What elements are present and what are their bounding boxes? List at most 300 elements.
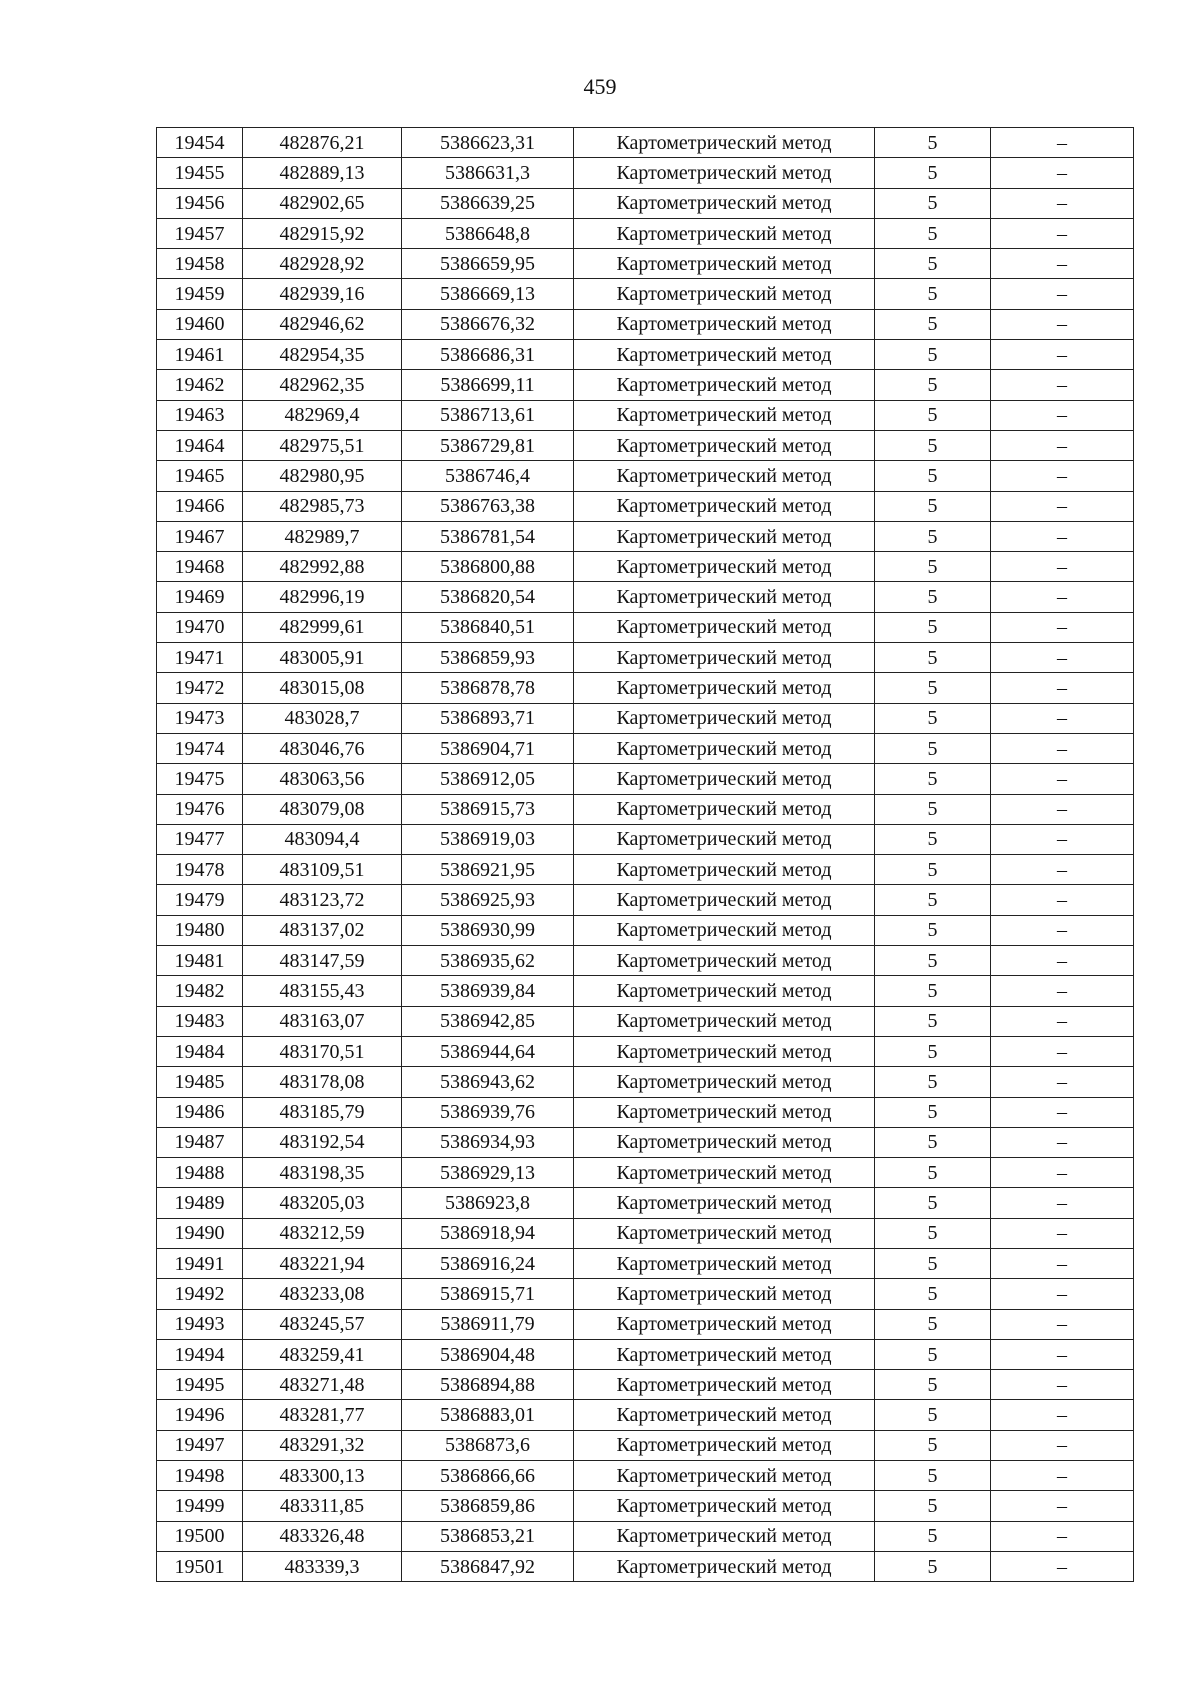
point-number-cell: 19492 [157,1279,243,1309]
x-coordinate-cell: 483291,32 [243,1430,402,1460]
x-coordinate-cell: 483079,08 [243,794,402,824]
point-number-cell: 19474 [157,733,243,763]
x-coordinate-cell: 483326,48 [243,1521,402,1551]
y-coordinate-cell: 5386686,31 [402,340,574,370]
x-coordinate-cell: 482876,21 [243,128,402,158]
y-coordinate-cell: 5386935,62 [402,946,574,976]
point-number-cell: 19480 [157,915,243,945]
description-cell: – [991,370,1134,400]
x-coordinate-cell: 482889,13 [243,158,402,188]
point-number-cell: 19454 [157,128,243,158]
method-cell: Картометрический метод [574,1218,875,1248]
y-coordinate-cell: 5386929,13 [402,1158,574,1188]
point-number-cell: 19468 [157,552,243,582]
description-cell: – [991,885,1134,915]
y-coordinate-cell: 5386669,13 [402,279,574,309]
page-number: 459 [583,74,617,99]
x-coordinate-cell: 482999,61 [243,612,402,642]
description-cell: – [991,1370,1134,1400]
description-cell: – [991,1218,1134,1248]
x-coordinate-cell: 483185,79 [243,1097,402,1127]
y-coordinate-cell: 5386942,85 [402,1006,574,1036]
method-cell: Картометрический метод [574,733,875,763]
point-number-cell: 19471 [157,643,243,673]
y-coordinate-cell: 5386921,95 [402,855,574,885]
x-coordinate-cell: 482915,92 [243,218,402,248]
y-coordinate-cell: 5386820,54 [402,582,574,612]
y-coordinate-cell: 5386840,51 [402,612,574,642]
precision-cell: 5 [875,1067,991,1097]
precision-cell: 5 [875,1370,991,1400]
method-cell: Картометрический метод [574,1400,875,1430]
x-coordinate-cell: 483300,13 [243,1461,402,1491]
x-coordinate-cell: 483178,08 [243,1067,402,1097]
description-cell: – [991,340,1134,370]
y-coordinate-cell: 5386729,81 [402,430,574,460]
method-cell: Картометрический метод [574,673,875,703]
table-row [157,673,1134,703]
x-coordinate-cell: 483198,35 [243,1158,402,1188]
coordinates-table [156,127,1134,1582]
description-cell: – [991,1188,1134,1218]
method-cell: Картометрический метод [574,1551,875,1581]
x-coordinate-cell: 483212,59 [243,1218,402,1248]
method-cell: Картометрический метод [574,1370,875,1400]
method-cell: Картометрический метод [574,430,875,460]
precision-cell: 5 [875,249,991,279]
point-number-cell: 19470 [157,612,243,642]
description-cell: – [991,1158,1134,1188]
table-row [157,1006,1134,1036]
table-row [157,461,1134,491]
table-row [157,370,1134,400]
x-coordinate-cell: 483094,4 [243,824,402,854]
point-number-cell: 19489 [157,1188,243,1218]
table-row [157,1036,1134,1066]
point-number-cell: 19486 [157,1097,243,1127]
table-row [157,491,1134,521]
table-row [157,1521,1134,1551]
table-row [157,1279,1134,1309]
x-coordinate-cell: 483109,51 [243,855,402,885]
method-cell: Картометрический метод [574,1188,875,1218]
method-cell: Картометрический метод [574,128,875,158]
method-cell: Картометрический метод [574,491,875,521]
point-number-cell: 19469 [157,582,243,612]
table-row [157,764,1134,794]
point-number-cell: 19475 [157,764,243,794]
x-coordinate-cell: 483005,91 [243,643,402,673]
precision-cell: 5 [875,400,991,430]
x-coordinate-cell: 482985,73 [243,491,402,521]
description-cell: – [991,915,1134,945]
point-number-cell: 19458 [157,249,243,279]
description-cell: – [991,400,1134,430]
x-coordinate-cell: 483155,43 [243,976,402,1006]
description-cell: – [991,188,1134,218]
y-coordinate-cell: 5386847,92 [402,1551,574,1581]
precision-cell: 5 [875,279,991,309]
method-cell: Картометрический метод [574,1127,875,1157]
x-coordinate-cell: 483192,54 [243,1127,402,1157]
description-cell: – [991,1279,1134,1309]
method-cell: Картометрический метод [574,309,875,339]
x-coordinate-cell: 483245,57 [243,1309,402,1339]
precision-cell: 5 [875,1491,991,1521]
x-coordinate-cell: 483046,76 [243,733,402,763]
precision-cell: 5 [875,128,991,158]
precision-cell: 5 [875,1158,991,1188]
x-coordinate-cell: 483339,3 [243,1551,402,1581]
method-cell: Картометрический метод [574,521,875,551]
description-cell: – [991,552,1134,582]
x-coordinate-cell: 483123,72 [243,885,402,915]
x-coordinate-cell: 483259,41 [243,1339,402,1369]
precision-cell: 5 [875,370,991,400]
precision-cell: 5 [875,188,991,218]
method-cell: Картометрический метод [574,1430,875,1460]
method-cell: Картометрический метод [574,1006,875,1036]
point-number-cell: 19459 [157,279,243,309]
y-coordinate-cell: 5386925,93 [402,885,574,915]
description-cell: – [991,673,1134,703]
table-row [157,1309,1134,1339]
method-cell: Картометрический метод [574,1491,875,1521]
y-coordinate-cell: 5386893,71 [402,703,574,733]
y-coordinate-cell: 5386939,84 [402,976,574,1006]
x-coordinate-cell: 483015,08 [243,673,402,703]
x-coordinate-cell: 483063,56 [243,764,402,794]
table-row [157,158,1134,188]
y-coordinate-cell: 5386883,01 [402,1400,574,1430]
point-number-cell: 19491 [157,1248,243,1278]
point-number-cell: 19455 [157,158,243,188]
method-cell: Картометрический метод [574,1036,875,1066]
description-cell: – [991,1036,1134,1066]
x-coordinate-cell: 483221,94 [243,1248,402,1278]
y-coordinate-cell: 5386713,61 [402,400,574,430]
point-number-cell: 19460 [157,309,243,339]
point-number-cell: 19476 [157,794,243,824]
description-cell: – [991,582,1134,612]
precision-cell: 5 [875,1309,991,1339]
table-row [157,1188,1134,1218]
table-row [157,976,1134,1006]
point-number-cell: 19494 [157,1339,243,1369]
y-coordinate-cell: 5386915,71 [402,1279,574,1309]
y-coordinate-cell: 5386923,8 [402,1188,574,1218]
method-cell: Картометрический метод [574,855,875,885]
table-row [157,1551,1134,1581]
table-row [157,1097,1134,1127]
table-row [157,309,1134,339]
precision-cell: 5 [875,1521,991,1551]
y-coordinate-cell: 5386930,99 [402,915,574,945]
x-coordinate-cell: 483233,08 [243,1279,402,1309]
precision-cell: 5 [875,340,991,370]
precision-cell: 5 [875,430,991,460]
y-coordinate-cell: 5386904,71 [402,733,574,763]
table-row [157,128,1134,158]
point-number-cell: 19477 [157,824,243,854]
precision-cell: 5 [875,1036,991,1066]
description-cell: – [991,128,1134,158]
method-cell: Картометрический метод [574,582,875,612]
description-cell: – [991,703,1134,733]
precision-cell: 5 [875,1006,991,1036]
description-cell: – [991,1309,1134,1339]
y-coordinate-cell: 5386631,3 [402,158,574,188]
description-cell: – [991,279,1134,309]
x-coordinate-cell: 482996,19 [243,582,402,612]
table-row [157,249,1134,279]
table-row [157,885,1134,915]
x-coordinate-cell: 482939,16 [243,279,402,309]
table-row [157,946,1134,976]
x-coordinate-cell: 482992,88 [243,552,402,582]
description-cell: – [991,1127,1134,1157]
method-cell: Картометрический метод [574,1158,875,1188]
point-number-cell: 19485 [157,1067,243,1097]
method-cell: Картометрический метод [574,400,875,430]
x-coordinate-cell: 482969,4 [243,400,402,430]
y-coordinate-cell: 5386918,94 [402,1218,574,1248]
method-cell: Картометрический метод [574,946,875,976]
coordinates-table-body [157,128,1134,1582]
description-cell: – [991,1551,1134,1581]
point-number-cell: 19498 [157,1461,243,1491]
method-cell: Картометрический метод [574,824,875,854]
y-coordinate-cell: 5386648,8 [402,218,574,248]
point-number-cell: 19472 [157,673,243,703]
y-coordinate-cell: 5386859,93 [402,643,574,673]
table-row [157,824,1134,854]
method-cell: Картометрический метод [574,158,875,188]
table-row [157,430,1134,460]
point-number-cell: 19467 [157,521,243,551]
method-cell: Картометрический метод [574,1339,875,1369]
method-cell: Картометрический метод [574,188,875,218]
y-coordinate-cell: 5386911,79 [402,1309,574,1339]
precision-cell: 5 [875,612,991,642]
y-coordinate-cell: 5386676,32 [402,309,574,339]
point-number-cell: 19482 [157,976,243,1006]
x-coordinate-cell: 483311,85 [243,1491,402,1521]
table-row [157,855,1134,885]
table-row [157,552,1134,582]
method-cell: Картометрический метод [574,1309,875,1339]
y-coordinate-cell: 5386659,95 [402,249,574,279]
table-row [157,1127,1134,1157]
y-coordinate-cell: 5386866,66 [402,1461,574,1491]
method-cell: Картометрический метод [574,1461,875,1491]
description-cell: – [991,249,1134,279]
precision-cell: 5 [875,855,991,885]
x-coordinate-cell: 483281,77 [243,1400,402,1430]
description-cell: – [991,733,1134,763]
x-coordinate-cell: 482902,65 [243,188,402,218]
description-cell: – [991,1400,1134,1430]
table-row [157,188,1134,218]
x-coordinate-cell: 483163,07 [243,1006,402,1036]
point-number-cell: 19464 [157,430,243,460]
description-cell: – [991,1521,1134,1551]
precision-cell: 5 [875,703,991,733]
table-row [157,1430,1134,1460]
description-cell: – [991,976,1134,1006]
method-cell: Картометрический метод [574,1279,875,1309]
point-number-cell: 19500 [157,1521,243,1551]
point-number-cell: 19483 [157,1006,243,1036]
y-coordinate-cell: 5386800,88 [402,552,574,582]
method-cell: Картометрический метод [574,249,875,279]
precision-cell: 5 [875,1339,991,1369]
y-coordinate-cell: 5386934,93 [402,1127,574,1157]
table-row [157,794,1134,824]
description-cell: – [991,521,1134,551]
method-cell: Картометрический метод [574,764,875,794]
precision-cell: 5 [875,824,991,854]
y-coordinate-cell: 5386859,86 [402,1491,574,1521]
precision-cell: 5 [875,158,991,188]
point-number-cell: 19465 [157,461,243,491]
method-cell: Картометрический метод [574,612,875,642]
precision-cell: 5 [875,1127,991,1157]
table-row [157,1461,1134,1491]
point-number-cell: 19493 [157,1309,243,1339]
point-number-cell: 19461 [157,340,243,370]
precision-cell: 5 [875,309,991,339]
y-coordinate-cell: 5386873,6 [402,1430,574,1460]
x-coordinate-cell: 482980,95 [243,461,402,491]
y-coordinate-cell: 5386939,76 [402,1097,574,1127]
table-row [157,1248,1134,1278]
point-number-cell: 19487 [157,1127,243,1157]
point-number-cell: 19478 [157,855,243,885]
x-coordinate-cell: 482954,35 [243,340,402,370]
description-cell: – [991,1067,1134,1097]
method-cell: Картометрический метод [574,915,875,945]
method-cell: Картометрический метод [574,370,875,400]
precision-cell: 5 [875,582,991,612]
description-cell: – [991,491,1134,521]
x-coordinate-cell: 482975,51 [243,430,402,460]
description-cell: – [991,1491,1134,1521]
point-number-cell: 19495 [157,1370,243,1400]
method-cell: Картометрический метод [574,885,875,915]
y-coordinate-cell: 5386894,88 [402,1370,574,1400]
description-cell: – [991,461,1134,491]
point-number-cell: 19481 [157,946,243,976]
table-row [157,400,1134,430]
x-coordinate-cell: 483271,48 [243,1370,402,1400]
y-coordinate-cell: 5386904,48 [402,1339,574,1369]
description-cell: – [991,1461,1134,1491]
y-coordinate-cell: 5386878,78 [402,673,574,703]
description-cell: – [991,1006,1134,1036]
point-number-cell: 19490 [157,1218,243,1248]
precision-cell: 5 [875,218,991,248]
method-cell: Картометрический метод [574,461,875,491]
precision-cell: 5 [875,1188,991,1218]
y-coordinate-cell: 5386919,03 [402,824,574,854]
precision-cell: 5 [875,976,991,1006]
table-row [157,521,1134,551]
method-cell: Картометрический метод [574,703,875,733]
description-cell: – [991,824,1134,854]
x-coordinate-cell: 482989,7 [243,521,402,551]
table-row [157,218,1134,248]
precision-cell: 5 [875,1400,991,1430]
table-row [157,1067,1134,1097]
precision-cell: 5 [875,915,991,945]
point-number-cell: 19501 [157,1551,243,1581]
x-coordinate-cell: 483205,03 [243,1188,402,1218]
y-coordinate-cell: 5386639,25 [402,188,574,218]
x-coordinate-cell: 483137,02 [243,915,402,945]
description-cell: – [991,158,1134,188]
table-row [157,1158,1134,1188]
precision-cell: 5 [875,491,991,521]
table-row [157,915,1134,945]
method-cell: Картометрический метод [574,976,875,1006]
table-row [157,340,1134,370]
point-number-cell: 19456 [157,188,243,218]
y-coordinate-cell: 5386853,21 [402,1521,574,1551]
method-cell: Картометрический метод [574,1067,875,1097]
method-cell: Картометрический метод [574,1097,875,1127]
point-number-cell: 19457 [157,218,243,248]
method-cell: Картометрический метод [574,279,875,309]
description-cell: – [991,218,1134,248]
precision-cell: 5 [875,885,991,915]
precision-cell: 5 [875,1551,991,1581]
precision-cell: 5 [875,552,991,582]
description-cell: – [991,1097,1134,1127]
method-cell: Картометрический метод [574,552,875,582]
y-coordinate-cell: 5386623,31 [402,128,574,158]
description-cell: – [991,643,1134,673]
description-cell: – [991,946,1134,976]
precision-cell: 5 [875,1430,991,1460]
point-number-cell: 19473 [157,703,243,733]
precision-cell: 5 [875,1097,991,1127]
table-row [157,643,1134,673]
precision-cell: 5 [875,764,991,794]
point-number-cell: 19497 [157,1430,243,1460]
y-coordinate-cell: 5386916,24 [402,1248,574,1278]
table-row [157,1339,1134,1369]
y-coordinate-cell: 5386944,64 [402,1036,574,1066]
point-number-cell: 19479 [157,885,243,915]
x-coordinate-cell: 482946,62 [243,309,402,339]
x-coordinate-cell: 482928,92 [243,249,402,279]
precision-cell: 5 [875,946,991,976]
table-row [157,582,1134,612]
description-cell: – [991,1248,1134,1278]
precision-cell: 5 [875,673,991,703]
y-coordinate-cell: 5386699,11 [402,370,574,400]
x-coordinate-cell: 482962,35 [243,370,402,400]
table-row [157,733,1134,763]
point-number-cell: 19488 [157,1158,243,1188]
precision-cell: 5 [875,1461,991,1491]
method-cell: Картометрический метод [574,340,875,370]
description-cell: – [991,309,1134,339]
table-row [157,1491,1134,1521]
precision-cell: 5 [875,1218,991,1248]
method-cell: Картометрический метод [574,1521,875,1551]
